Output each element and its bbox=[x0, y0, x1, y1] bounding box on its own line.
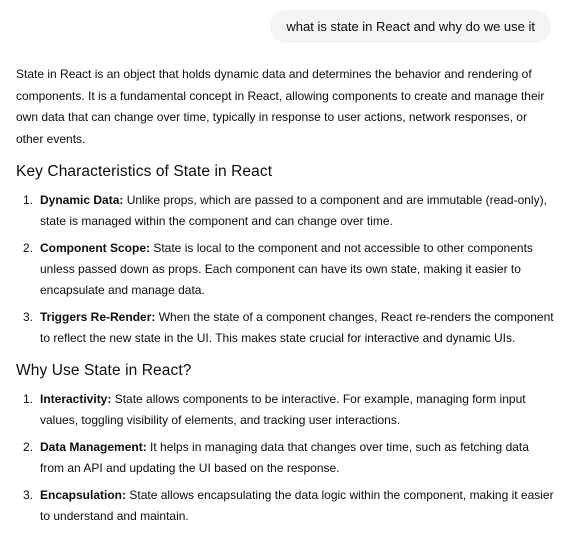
list-item bbox=[16, 485, 554, 527]
assistant-response bbox=[16, 64, 554, 529]
section-heading-why-use-state: Why Use State in React? bbox=[16, 362, 192, 379]
response-intro: State in React is an object that holds dynamic data and determines the behavior and rendering of components. It is a fundamental concept in React, allowing components to create and manage their own data that can change over time, typically in response to user actions, network responses, or other events. bbox=[16, 67, 545, 146]
list-item-text: It helps in managing data that changes over time, such as fetching data from an API and updating the UI based on the response. bbox=[40, 440, 529, 475]
list-item bbox=[16, 238, 554, 301]
list-item-term: Triggers Re-Render: bbox=[40, 310, 156, 324]
list-item-text: State is local to the component and not accessible to other components unless passed down as props. Each component can have its own state, making it easier to encapsulate and manage data. bbox=[40, 241, 533, 297]
list-item-term: Interactivity: bbox=[40, 392, 112, 406]
list-item bbox=[16, 389, 554, 431]
list-item-term: Encapsulation: bbox=[40, 488, 127, 502]
section-heading-key-characteristics: Key Characteristics of State in React bbox=[16, 163, 273, 180]
list-item bbox=[16, 190, 554, 232]
list-item bbox=[16, 437, 554, 479]
list-item-text: State allows components to be interactive. For example, managing form input values, toggling visibility of elements, and tracking user interactions. bbox=[40, 392, 526, 427]
list-item bbox=[16, 307, 554, 349]
user-message-row bbox=[270, 10, 551, 43]
list-item-text: State allows encapsulating the data logic within the component, making it easier to understand and maintain. bbox=[40, 488, 554, 523]
user-message-bubble: what is state in React and why do we use it bbox=[270, 10, 551, 43]
list-item-number: 3. bbox=[23, 488, 34, 502]
list-item-number: 3. bbox=[23, 310, 34, 324]
list-item-term: Dynamic Data: bbox=[40, 193, 124, 207]
why-use-state-list bbox=[16, 389, 554, 527]
list-item-term: Component Scope: bbox=[40, 241, 150, 255]
list-item-text: When the state of a component changes, React re-renders the component to reflect the new state in the UI. This makes state crucial for interactive and dynamic UIs. bbox=[40, 310, 554, 345]
list-item-term: Data Management: bbox=[40, 440, 147, 454]
key-characteristics-list bbox=[16, 190, 554, 349]
list-item-number: 2. bbox=[23, 241, 34, 255]
list-item-number: 1. bbox=[23, 193, 34, 207]
list-item-number: 1. bbox=[23, 392, 34, 406]
list-item-number: 2. bbox=[23, 440, 34, 454]
list-item-text: Unlike props, which are passed to a component and are immutable (read-only), state is managed within the component and can change over time. bbox=[40, 193, 547, 228]
